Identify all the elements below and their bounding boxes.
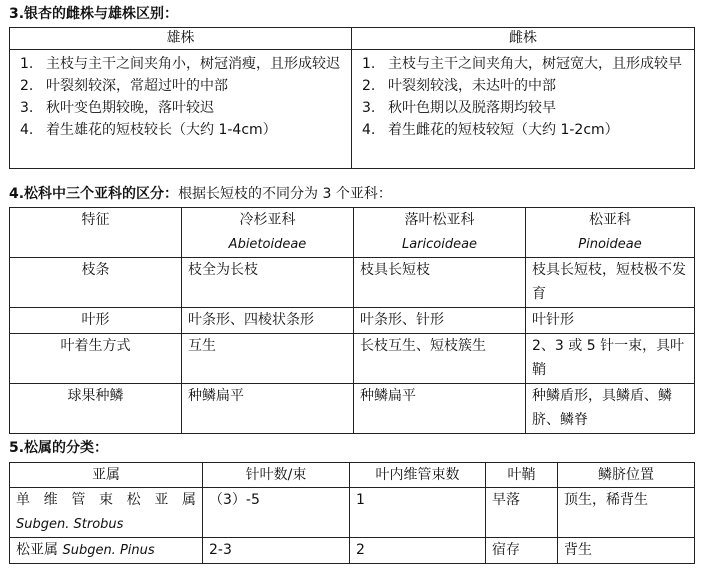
header-abietoideae: 冷杉亚科 Abietoideae	[182, 208, 354, 258]
table-row: 枝条 枝全为长枝 枝具长短枝 枝具长短枝，短枝极不发育	[10, 258, 695, 308]
list-item: 1. 主枝与主干之间夹角小，树冠消瘦，且形成较迟	[20, 56, 340, 72]
pinaceae-subfamily-table	[9, 207, 695, 434]
list-item: 3. 秋叶变色期较晚，落叶较迟	[20, 100, 214, 116]
section5-heading: 5.松属的分类：	[9, 440, 109, 456]
list-item: 4. 着生雌花的短枝较短（大约 1-2cm）	[362, 122, 619, 138]
header-umbo: 鳞脐位置	[558, 463, 695, 488]
header-sheath: 叶鞘	[486, 463, 558, 488]
list-item: 4. 着生雄花的短枝较长（大约 1-4cm）	[20, 122, 277, 138]
header-subgenus: 亚属	[10, 463, 203, 488]
female-cell	[352, 50, 695, 169]
male-cell	[10, 50, 352, 169]
table-row: 球果种鳞 种鳞扁平 种鳞扁平 种鳞盾形，具鳞盾、鳞脐、鳞脊	[10, 384, 695, 434]
list-item: 2. 叶裂刻较深，常超过叶的中部	[20, 78, 228, 94]
table-row: 单维管束松亚属 Subgen. Strobus （3）-5 1 早落 顶生，稀背生	[10, 488, 695, 538]
list-item: 3. 秋叶色期以及脱落期均较早	[362, 100, 556, 116]
table-row: 松亚属 Subgen. Pinus 2-3 2 宿存 背生	[10, 538, 695, 564]
subgenus-cell: 松亚属 Subgen. Pinus	[10, 538, 203, 564]
list-item: 1. 主枝与主干之间夹角大，树冠宽大，且形成较早	[362, 56, 682, 72]
section3-heading: 3.银杏的雌株与雄株区别：	[9, 6, 179, 22]
list-item: 2. 叶裂刻较浅，未达叶的中部	[362, 78, 556, 94]
male-header: 雄株	[10, 28, 352, 50]
header-needles: 针叶数/束	[203, 463, 350, 488]
section4-heading: 4.松科中三个亚科的区分：根据长短枝的不同分为 3 个亚科：	[9, 186, 392, 202]
table-row: 叶形 叶条形、四棱状条形 叶条形、针形 叶针形	[10, 308, 695, 334]
ginkgo-comparison-table	[9, 27, 695, 169]
pinus-classification-table	[9, 462, 695, 564]
header-pinoideae: 松亚科 Pinoideae	[526, 208, 695, 258]
subgenus-cell: 单维管束松亚属 Subgen. Strobus	[10, 488, 203, 538]
table-row: 叶着生方式 互生 长枝互生、短枝簇生 2、3 或 5 针一束，具叶鞘	[10, 334, 695, 384]
header-feature: 特征	[10, 208, 182, 258]
header-bundles: 叶内维管束数	[350, 463, 486, 488]
female-header: 雌株	[352, 28, 695, 50]
header-laricoideae: 落叶松亚科 Laricoideae	[354, 208, 526, 258]
